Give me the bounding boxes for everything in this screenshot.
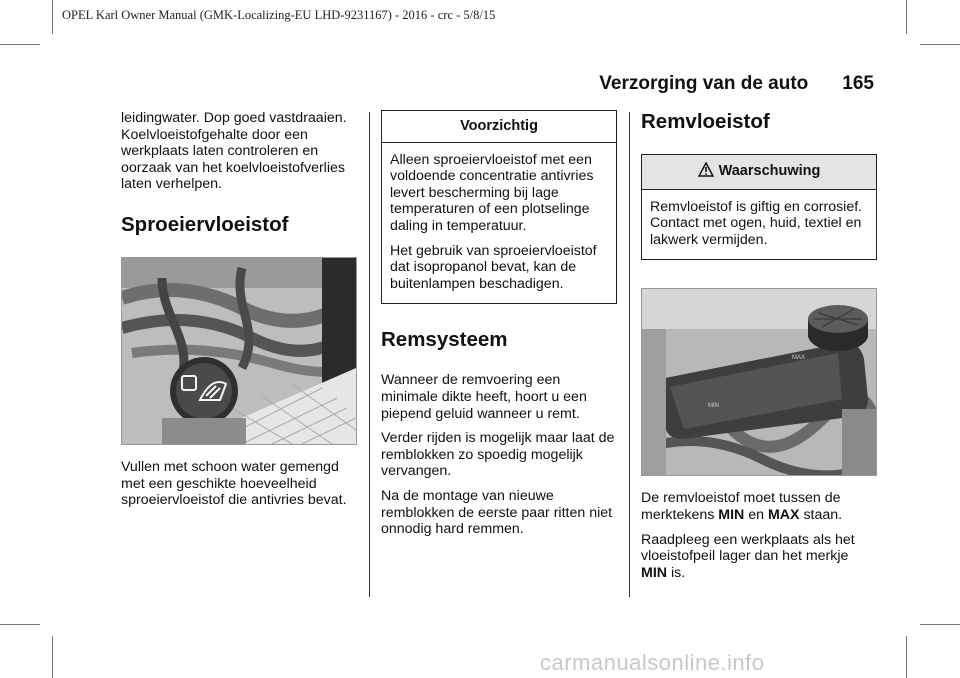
column-3: [641, 110, 877, 589]
caution-paragraph-2: Het gebruik van sproeiervloeistof dat isopropanol bevat, kan de buitenlampen beschadigen.: [390, 242, 597, 292]
washer-fluid-instructions: Vullen met schoon water gemengd met een geschikte hoeveelheid sproeiervloeistof die antivries bevat.: [121, 458, 347, 509]
warning-triangle-icon: [698, 162, 714, 182]
heading-brake-system: Remsysteem: [381, 328, 508, 352]
warning-title: Waarschuwing: [718, 163, 821, 179]
caution-box: [381, 110, 617, 304]
running-head: [599, 73, 874, 95]
section-title: Verzorging van de auto: [599, 73, 809, 94]
warning-box: [641, 154, 877, 260]
crop-mark: [52, 0, 53, 34]
brake-paragraph-3: Na de montage van nieuwe remblokken de eerste paar ritten niet onnodig hard remmen.: [381, 487, 613, 538]
washer-reservoir-photo: [121, 257, 357, 445]
intro-paragraph: leidingwater. Dop goed vastdraaien. Koelvloeistofgehalte door een werkplaats laten controleren en oorzaak van het koelvloeistofverlies laten verhelpen.: [121, 110, 347, 193]
column-2: [381, 110, 617, 546]
print-metadata: OPEL Karl Owner Manual (GMK-Localizing-EU LHD-9231167) - 2016 - crc - 5/8/15: [62, 8, 496, 22]
crop-mark: [906, 0, 907, 34]
min-mark-label: MIN: [641, 564, 668, 581]
column-divider: [369, 112, 370, 597]
heading-brake-fluid: Remvloeistof: [641, 110, 770, 133]
warning-body: [642, 190, 876, 260]
caution-title: Voorzichtig: [382, 111, 616, 143]
caution-paragraph-1: Alleen sproeiervloeistof met een voldoende concentratie antivries levert bescherming bij lage temperaturen of een plotselinge daling in temperatuur.: [390, 151, 594, 234]
heading-washer-fluid: Sproeiervloeistof: [121, 212, 289, 236]
reservoir-min-mark: MIN: [708, 403, 719, 410]
column-1: [121, 110, 357, 517]
min-mark-label: MIN: [718, 506, 745, 523]
crop-mark: [0, 44, 40, 45]
brake-fluid-workshop-paragraph: Raadpleeg een werkplaats als het vloeistofpeil lager dan het merkje MIN is.: [641, 531, 855, 581]
crop-mark: [52, 636, 53, 678]
brake-fluid-reservoir-photo: [641, 288, 877, 476]
caution-body: [382, 143, 616, 304]
brake-paragraph-2: Verder rijden is mogelijk maar laat de remblokken zo spoedig mogelijk vervangen.: [381, 430, 615, 480]
column-divider: [629, 112, 630, 597]
crop-mark: [920, 624, 960, 625]
warning-text: Remvloeistof is giftig en corrosief. Contact met ogen, huid, textiel en lakwerk vermijden.: [650, 198, 863, 248]
washer-reservoir-illustration: [122, 258, 356, 444]
warning-header: [642, 155, 876, 190]
page-number: 165: [842, 73, 874, 94]
brake-reservoir-illustration: [642, 289, 876, 475]
reservoir-max-mark: MAX: [792, 355, 806, 362]
brake-paragraph-1: Wanneer de remvoering een minimale dikte heeft, hoort u een piepend geluid wanneer u remt.: [381, 372, 587, 422]
max-mark-label: MAX: [767, 506, 800, 523]
crop-mark: [0, 624, 40, 625]
brake-fluid-level-paragraph: De remvloeistof moet tussen de merktekens MIN en MAX staan.: [641, 490, 843, 523]
crop-mark: [920, 44, 960, 45]
watermark: carmanualsonline.info: [540, 650, 765, 675]
